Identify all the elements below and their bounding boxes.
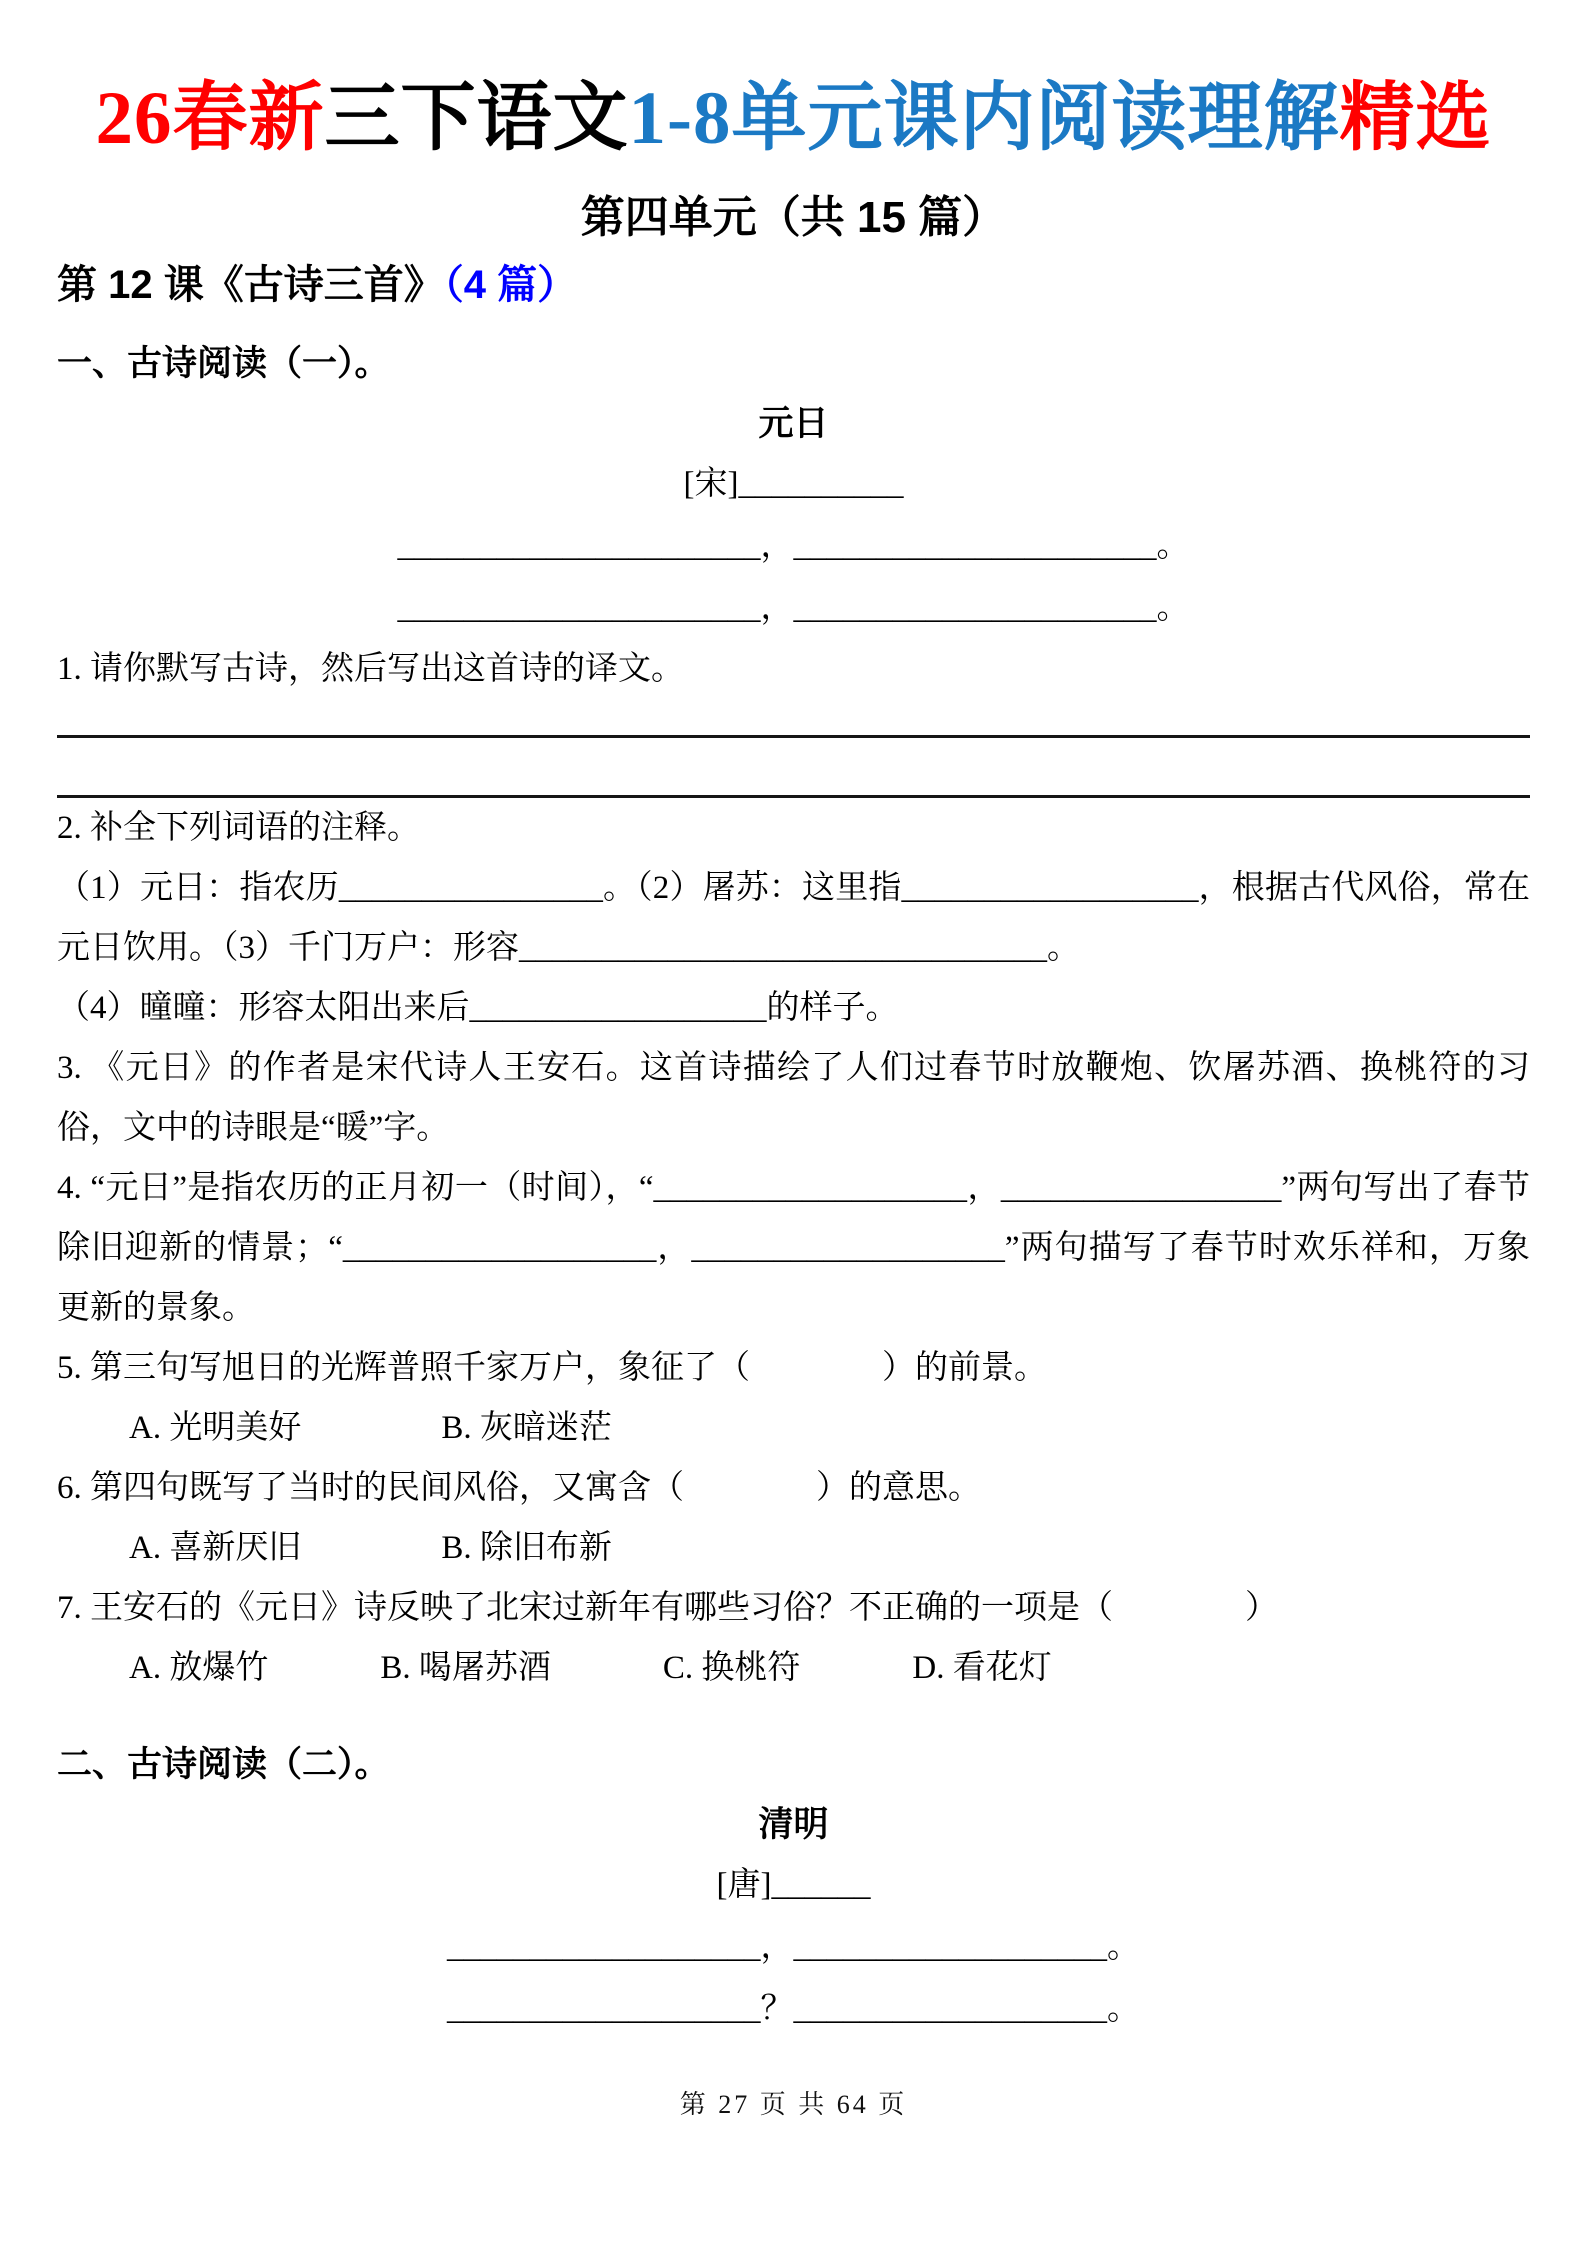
document-title xyxy=(57,74,1530,164)
option-item: D. 看花灯 xyxy=(912,1650,1052,1686)
poem-blank-line: ______________________，______________________。 xyxy=(397,590,1190,626)
poem-title: 元日 xyxy=(758,404,829,443)
section-2-heading: 二、古诗阅读（二）。 xyxy=(57,1745,390,1784)
question-5: 5. 第三句写旭日的光辉普照千家万户，象征了（ ）的前景。 xyxy=(57,1350,1047,1386)
option-item: B. 喝屠苏酒 xyxy=(380,1650,551,1686)
question-6-options xyxy=(57,1518,1530,1578)
option-item: B. 灰暗迷茫 xyxy=(441,1410,612,1446)
poem-blank-line: ______________________，______________________。 xyxy=(397,528,1190,564)
title-part-red-2: 精选 xyxy=(1339,77,1492,160)
option-item: C. 换桃符 xyxy=(662,1650,801,1686)
poem-yuanri xyxy=(57,399,1530,639)
question-6: 6. 第四句既写了当时的民间风俗，又寓含（ ）的意思。 xyxy=(57,1470,981,1506)
answer-writing-line xyxy=(57,735,1530,738)
question-3: 3. 《元日》的作者是宋代诗人王安石。这首诗描绘了人们过春节时放鞭炮、饮屠苏酒、换桃符的习俗，文中的诗眼是“暖”字。 xyxy=(57,1050,1530,1146)
poem-author-blank: [唐]______ xyxy=(716,1867,871,1903)
question-2-items-1-3: （1）元日：指农历________________。（2）屠苏：这里指__________________，根据古代风俗，常在元日饮用。（3）千门万户：形容________________________________。 xyxy=(57,870,1530,966)
poem-blank-line: ___________________？___________________。 xyxy=(447,1991,1140,2027)
question-7-options xyxy=(57,1638,1530,1698)
title-part-blue: 1-8单元课内阅读理解 xyxy=(628,77,1340,160)
question-2-item-4: （4）曈曈：形容太阳出来后__________________的样子。 xyxy=(57,990,899,1026)
question-7: 7. 王安石的《元日》诗反映了北宋过新年有哪些习俗？不正确的一项是（ ） xyxy=(57,1590,1278,1626)
poem-title: 清明 xyxy=(758,1805,829,1844)
question-2-intro: 2. 补全下列词语的注释。 xyxy=(57,810,420,846)
section-1-heading: 一、古诗阅读（一）。 xyxy=(57,344,390,383)
poem-blank-line: ___________________，___________________。 xyxy=(447,1929,1140,1965)
section-2 xyxy=(57,1740,1530,2040)
option-item: A. 放爆竹 xyxy=(129,1650,269,1686)
poem-author-blank: [宋]__________ xyxy=(683,466,904,502)
title-part-red-1: 26春新 xyxy=(95,77,325,160)
lesson-heading-count: （4 篇） xyxy=(443,263,578,307)
page-number: 第 27 页 共 64 页 xyxy=(679,2090,908,2119)
lesson-heading-title: 第 12 课《古诗三首》 xyxy=(57,263,444,307)
option-item: A. 喜新厌旧 xyxy=(129,1530,302,1566)
option-item: A. 光明美好 xyxy=(129,1410,302,1446)
title-part-black: 三下语文 xyxy=(324,77,629,160)
option-item: B. 除旧布新 xyxy=(441,1530,612,1566)
question-1: 1. 请你默写古诗，然后写出这首诗的译文。 xyxy=(57,651,684,687)
section-1 xyxy=(57,339,1530,1698)
question-4: 4. “元日”是指农历的正月初一（时间），“___________________，_________________”两句写出了春节除旧迎新的情景；“___________________，___________________”两句描写了春节时欢乐祥和，万象更新的景象。 xyxy=(57,1170,1530,1326)
poem-qingming xyxy=(57,1800,1530,2040)
question-5-options xyxy=(57,1398,1530,1458)
unit-heading: 第四单元（共 15 篇） xyxy=(580,193,1007,242)
lesson-heading xyxy=(57,259,1530,311)
